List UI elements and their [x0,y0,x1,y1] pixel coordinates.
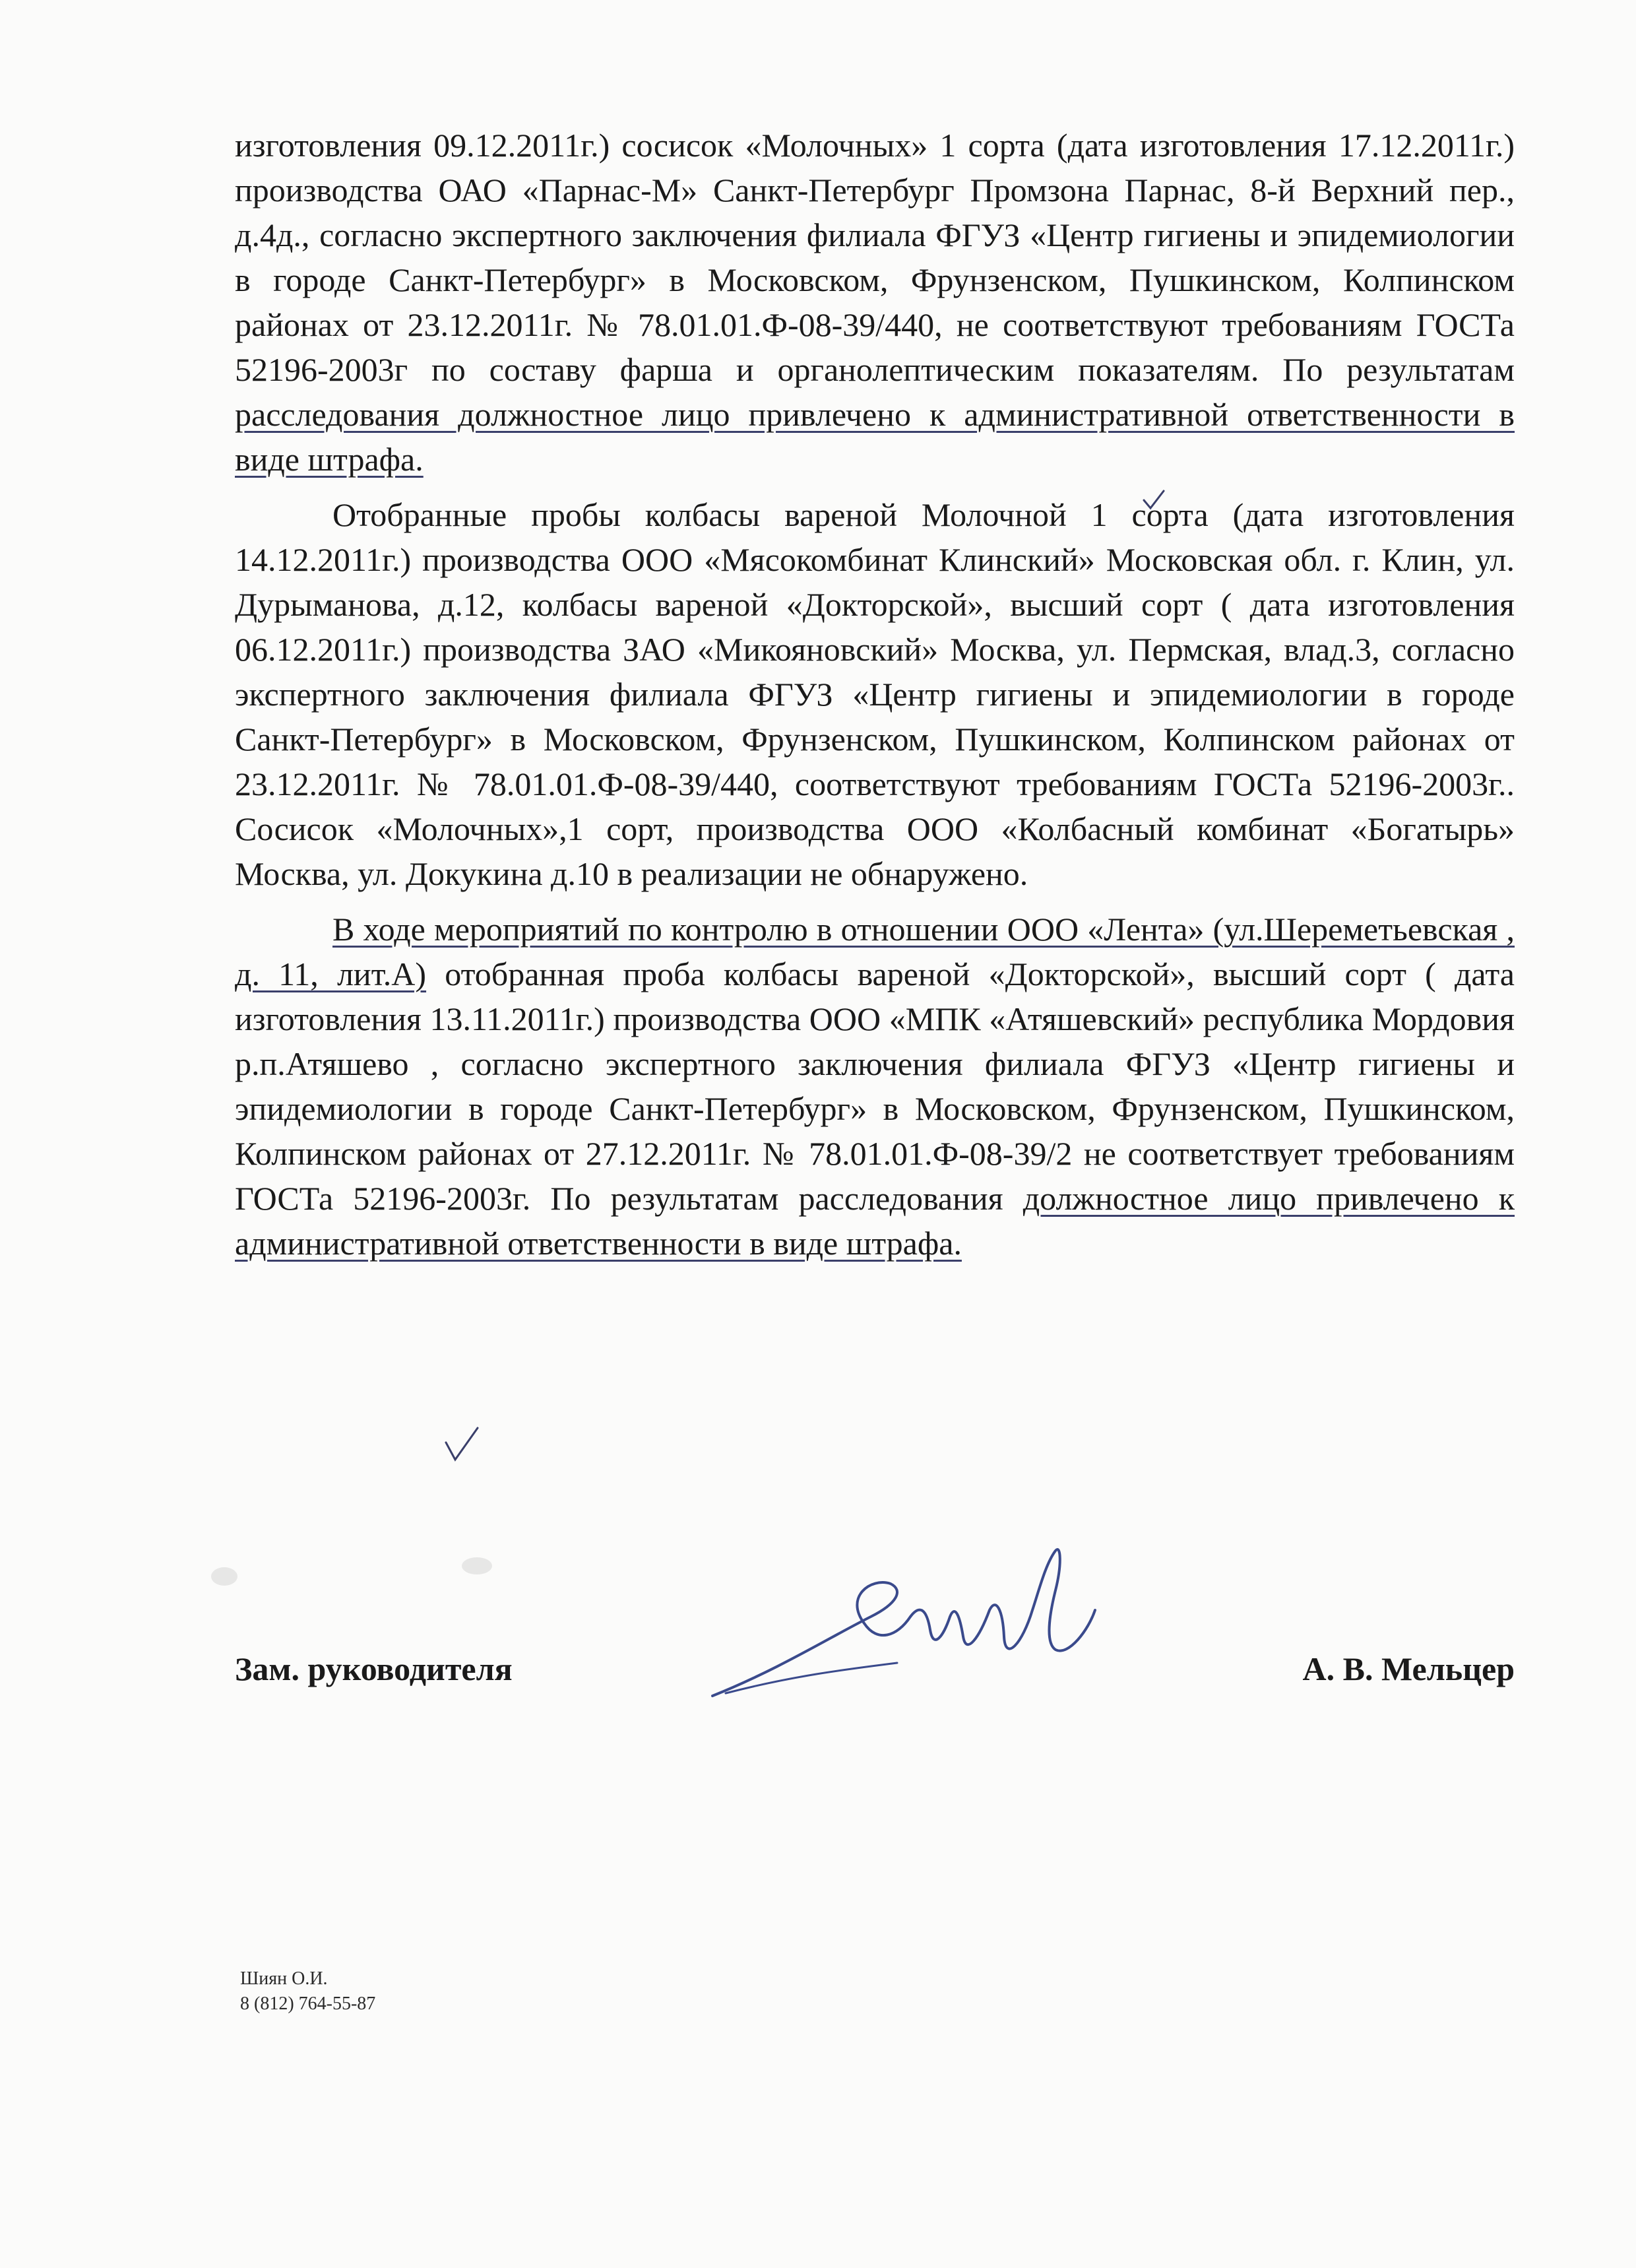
paragraph-3-underlined-end: должностное лицо привлечено к административной ответственности в виде штрафа. [235,1180,1515,1262]
scan-smudge [462,1557,492,1574]
signatory-title: Зам. руководителя [235,1650,513,1687]
paragraph-1 [235,123,1515,482]
scan-smudge [211,1567,237,1586]
signatory-name: А. В. Мельцер [1302,1650,1515,1687]
paragraph-3-underlined-start: В ходе мероприятий по контролю в отношении ООО «Лента» (ул.Шереметьевская , д. 11, лит.А) [235,911,1515,992]
checkmark-icon [443,1425,480,1465]
footer-contact [240,1966,375,2017]
paragraph-2 [235,492,1515,896]
document-body [235,123,1515,1266]
paragraph-1-text: изготовления 09.12.2011г.) сосисок «Молочных» 1 сорта (дата изготовления 17.12.2011г.) производства ОАО «Парнас-М» Санкт-Петербург Промзона Парнас, 8-й Верхний пер., д.4д., согласно экспертного заключения филиала ФГУЗ «Центр гигиены и эпидемиологии в городе Санкт-Петербург» в Московском, Фрунзенском, Пушкинском, Колпинском районах от 23.12.2011г. № 78.01.01.Ф-08-39/440, не соответствуют требованиям ГОСТа 52196-2003г по составу фарша и органолептическим показателям. По результатам [235,127,1515,388]
signature-block [235,1650,1515,1702]
paragraph-3 [235,907,1515,1266]
paragraph-2-text: Отобранные пробы колбасы вареной Молочной 1 сорта (дата изготовления 14.12.2011г.) производства ООО «Мясокомбинат Клинский» Московская обл. г. Клин, ул. Дурыманова, д.12, колбасы вареной «Докторской», высший сорт ( дата изготовления 06.12.2011г.) производства ЗАО «Микояновский» Москва, ул. Пермская, влад.3, согласно экспертного заключения филиала ФГУЗ «Центр гигиены и эпидемиологии в городе Санкт-Петербург» в Московском, Фрунзенском, Пушкинском, Колпинском районах от 23.12.2011г. № 78.01.01.Ф-08-39/440, соответствуют требованиям ГОСТа 52196-2003г.. Сосисок «Молочных»,1 сорт, производства ООО «Колбасный комбинат «Богатырь» Москва, ул. Докукина д.10 в реализации не обнаружено. [235,496,1515,892]
paragraph-3-text: отобранная проба колбасы вареной «Докторской», высший сорт ( дата изготовления 13.11.2011г.) производства ООО «МПК «Атяшевский» республика Мордовия р.п.Атяшево , согласно экспертного заключения филиала ФГУЗ «Центр гигиены и эпидемиологии в городе Санкт-Петербург» в Московском, Фрунзенском, Пушкинском, Колпинском районах от 27.12.2011г. № 78.01.01.Ф-08-39/2 не соответствует требованиям ГОСТа 52196-2003г. По результатам расследования [235,956,1515,1217]
contact-name: Шиян О.И. [240,1968,328,1989]
paragraph-1-underlined-text: расследования должностное лицо привлечено к административной ответственности в виде штрафа. [235,396,1515,478]
contact-phone: 8 (812) 764-55-87 [240,1993,376,2014]
